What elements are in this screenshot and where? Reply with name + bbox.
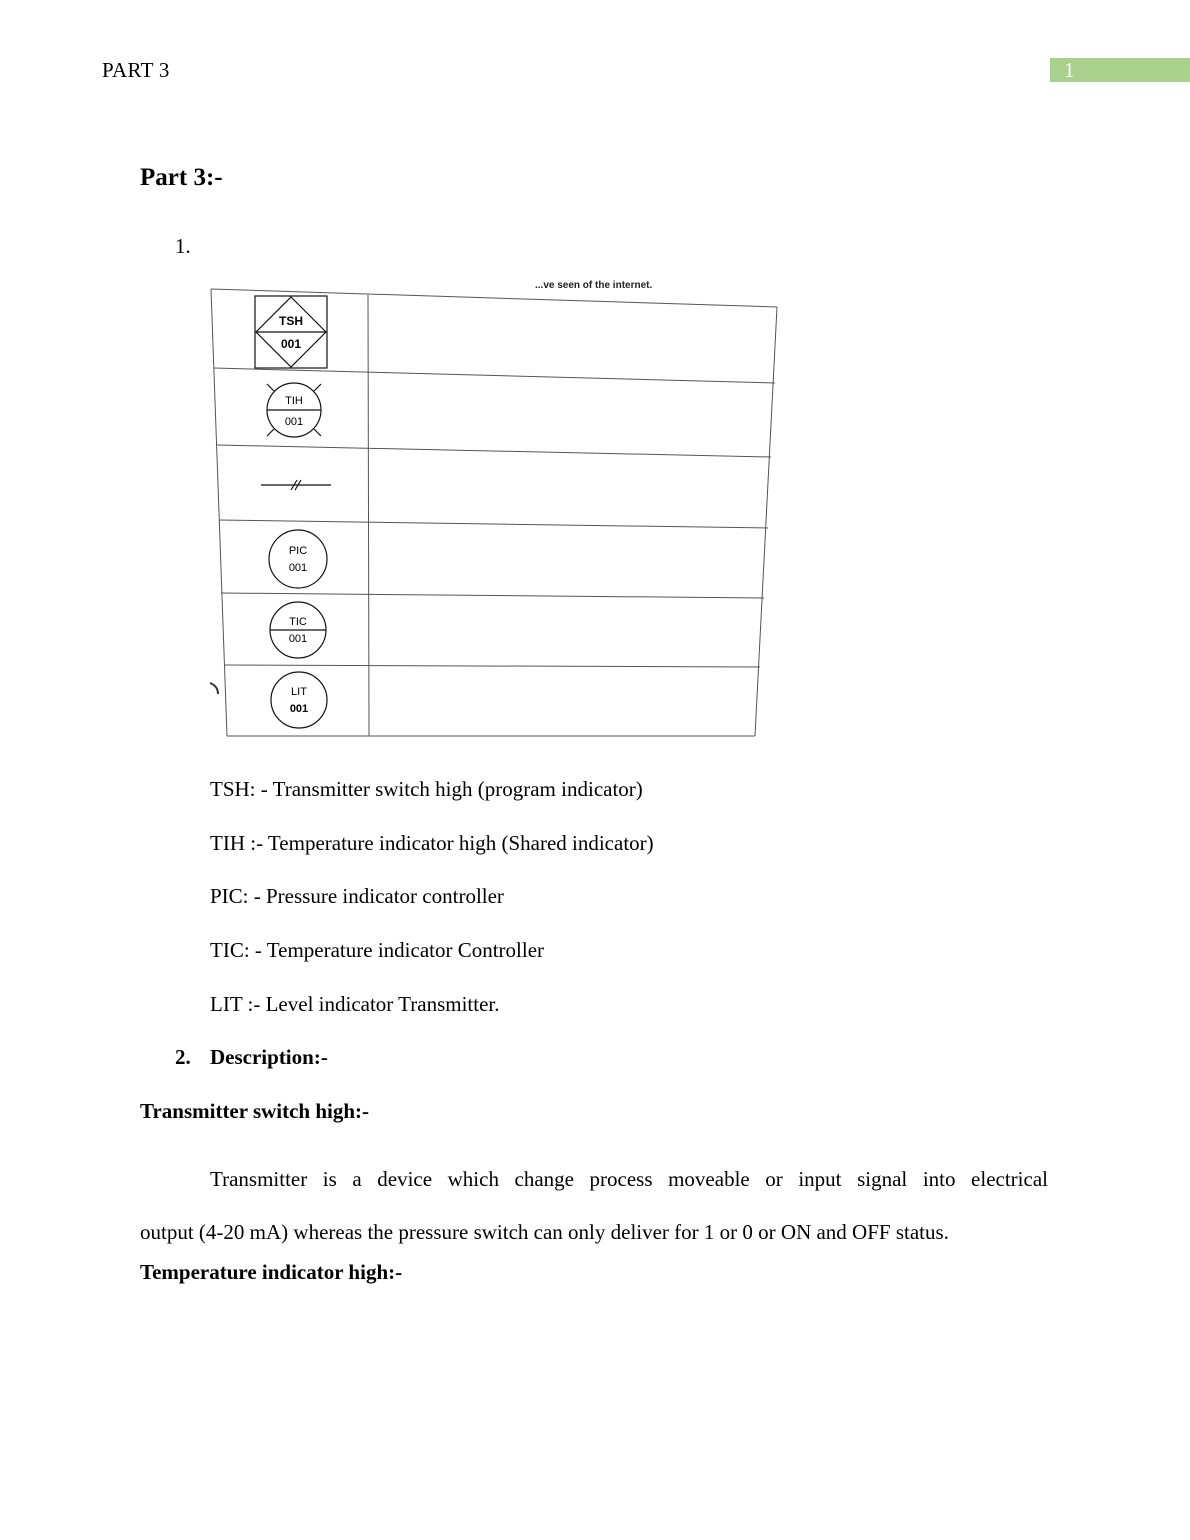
description-label: Description:- (210, 1045, 328, 1069)
pic-top-label: PIC (288, 545, 308, 557)
section-heading-transmitter: Transmitter switch high:- (140, 1099, 370, 1123)
list-number-2: 2. (175, 1045, 191, 1069)
definition-tic: TIC: - Temperature indicator Controller (210, 938, 545, 962)
figure-top-caption: ...ve seen of the internet. (535, 280, 653, 291)
definition-pic: PIC: - Pressure indicator controller (210, 884, 504, 908)
running-head: PART 3 (102, 58, 170, 82)
paragraph-line-1: Transmitter is a device which change process moveable or input signal into electrical (210, 1167, 1048, 1191)
tsh-top-label: TSH (279, 314, 303, 328)
ray-icon (314, 429, 321, 436)
lit-top-label: LIT (291, 686, 307, 698)
tsh-symbol (255, 296, 327, 368)
section-heading-temperature: Temperature indicator high:- (140, 1260, 403, 1284)
tih-top-label: TIH (285, 395, 303, 407)
lit-bottom-label: 001 (289, 703, 309, 715)
tih-symbol (267, 383, 321, 437)
page-number: 1 (1064, 58, 1075, 82)
tic-symbol (270, 602, 326, 658)
lit-symbol (210, 672, 327, 728)
scan-artifact-icon (210, 683, 218, 694)
definition-tsh: TSH: - Transmitter switch high (program indicator) (210, 777, 643, 801)
list-number-1: 1. (175, 234, 191, 258)
signal-line-symbol (261, 480, 331, 490)
paragraph-line-2: output (4-20 mA) whereas the pressure switch can only deliver for 1 or 0 or ON and OFF status. (140, 1220, 949, 1244)
tic-bottom-label: 001 (288, 633, 308, 645)
instrument-symbols-figure (205, 280, 785, 742)
tih-bottom-label: 001 (284, 416, 304, 428)
page-number-bar (1050, 58, 1190, 82)
tsh-bottom-label: 001 (280, 337, 302, 351)
definition-tih: TIH :- Temperature indicator high (Shared indicator) (210, 831, 654, 855)
page-title: Part 3:- (140, 164, 223, 191)
definition-lit: LIT :- Level indicator Transmitter. (210, 992, 500, 1016)
pic-symbol (269, 530, 327, 588)
circle-icon (269, 530, 327, 588)
ray-icon (267, 384, 274, 391)
ray-icon (267, 429, 274, 436)
pic-bottom-label: 001 (288, 562, 308, 574)
paragraph-transmitter (140, 1153, 1048, 1259)
tic-top-label: TIC (289, 616, 307, 628)
ray-icon (314, 384, 321, 391)
symbols-table (211, 289, 777, 736)
circle-icon (271, 672, 327, 728)
